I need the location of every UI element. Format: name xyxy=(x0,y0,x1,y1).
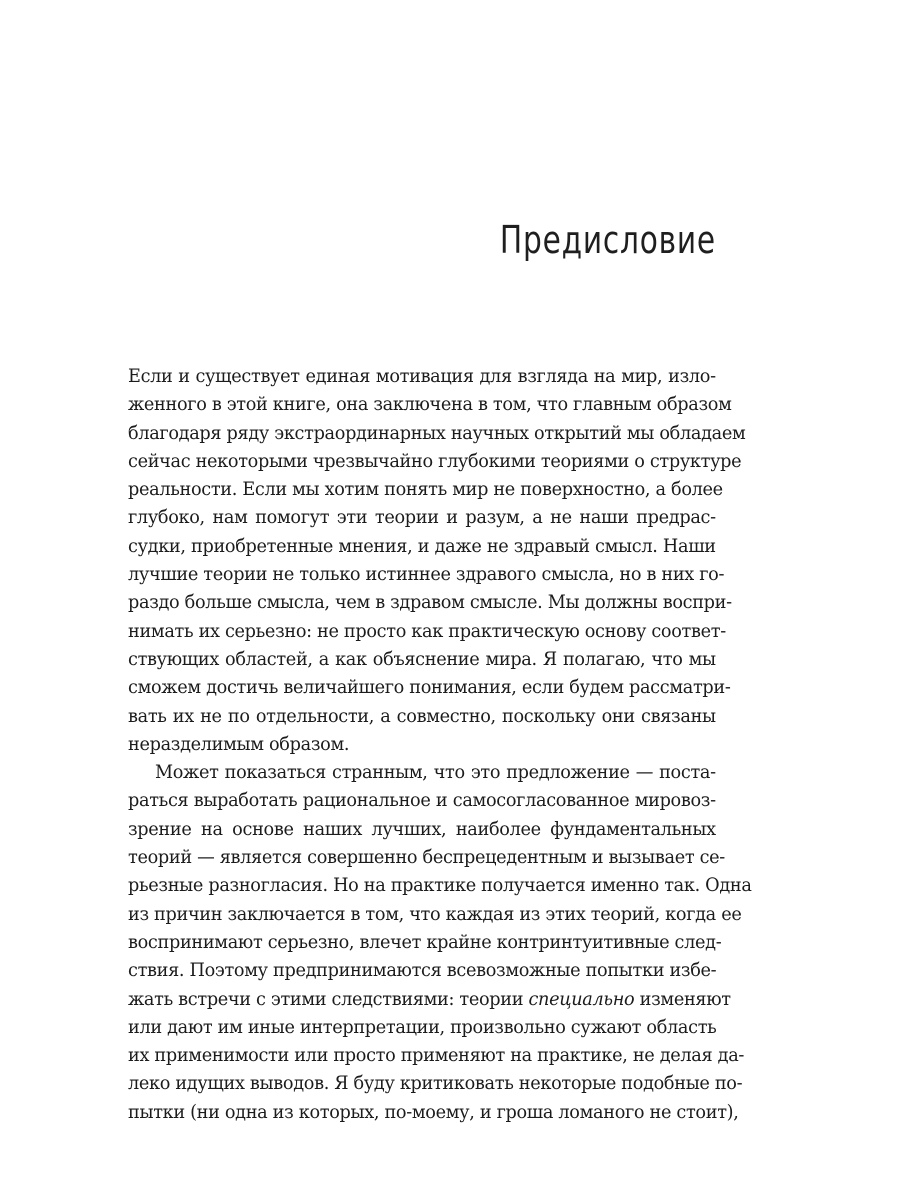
text-line: Если и существует единая мотивация для взгляда на мир, изло- xyxy=(128,365,716,387)
chapter-title: Предисловие xyxy=(499,218,716,262)
emphasis-text: специально xyxy=(528,987,635,1010)
text-line: пытки (ни одна из которых, по-моему, и гроша ломаного не стоит), xyxy=(128,1100,739,1123)
text-line: из причин заключается в том, что каждая из этих теорий, когда ее xyxy=(128,902,742,925)
text-line: судки, приобретенные мнения, и даже не здравый смысл. Наши xyxy=(128,534,716,557)
text-segment: изменяют xyxy=(634,987,731,1010)
text-line: реальности. Если мы хотим понять мир не поверхностно, а более xyxy=(128,478,723,501)
paragraph-1 xyxy=(128,362,746,758)
paragraph-2 xyxy=(128,758,752,1126)
text-line: теорий — является совершенно беспрецедентным и вызывает се- xyxy=(128,846,725,869)
text-line-with-emphasis xyxy=(128,985,731,1013)
text-line: рьезные разногласия. Но на практике получается именно так. Одна xyxy=(128,874,752,897)
text-line: неразделимым образом. xyxy=(128,732,350,755)
text-line: глубоко, нам помогут эти теории и разум, а не наши предрас- xyxy=(128,506,716,529)
text-line: благодаря ряду экстраординарных научных открытий мы обладаем xyxy=(128,421,746,444)
text-line: сейчас некоторыми чрезвычайно глубокими теориями о структуре xyxy=(128,449,742,472)
text-line: Может показаться странным, что это предложение — поста- xyxy=(154,761,716,784)
text-line: раздо больше смысла, чем в здравом смысле. Мы должны воспри- xyxy=(128,591,732,614)
body-text xyxy=(128,362,752,1126)
text-line: сможем достичь величайшего понимания, если будем рассматри- xyxy=(128,676,731,699)
text-line: вать их не по отдельности, а совместно, поскольку они связаны xyxy=(128,704,716,727)
text-line: лучшие теории не только истиннее здравого смысла, но в них го- xyxy=(128,563,725,586)
text-segment: жать встречи с этими следствиями: теории xyxy=(128,987,529,1010)
text-line: воспринимают серьезно, влечет крайне контринтуитивные след- xyxy=(128,930,722,953)
text-line: ствия. Поэтому предпринимаются всевозможные попытки избе- xyxy=(128,959,717,982)
text-line: нимать их серьезно: не просто как практическую основу соответ- xyxy=(128,619,726,642)
text-line: раться выработать рациональное и самосогласованное мировоз- xyxy=(128,789,716,812)
text-line: или дают им иные интерпретации, произвольно сужают область xyxy=(128,1015,717,1038)
text-line: ствующих областей, а как объяснение мира. Я полагаю, что мы xyxy=(128,647,716,670)
text-line: их применимости или просто применяют на практике, не делая да- xyxy=(128,1044,745,1067)
text-line: зрение на основе наших лучших, наиболее фундаментальных xyxy=(128,817,716,840)
text-line: леко идущих выводов. Я буду критиковать некоторые подобные по- xyxy=(128,1072,743,1095)
text-line: женного в этой книге, она заключена в том, что главным образом xyxy=(128,393,732,416)
